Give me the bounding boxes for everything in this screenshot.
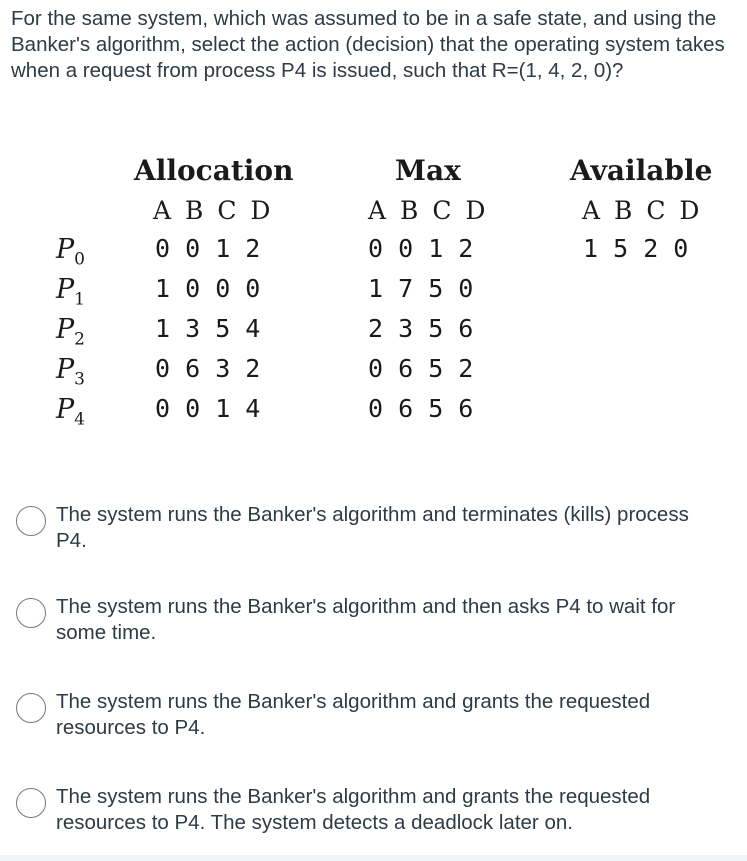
answer-option-2-label: The system runs the Banker's algorithm and then asks P4 to wait for some time.: [56, 595, 676, 644]
allocation-row-p2: 1 3 5 4: [155, 314, 261, 343]
process-label-p0: $P_0$: [56, 234, 85, 270]
allocation-row-p3: 0 6 3 2: [155, 354, 261, 383]
answer-option-3-label: The system runs the Banker's algorithm and grants the requested resources to P4.: [56, 690, 651, 739]
allocation-header: Allocation: [134, 154, 294, 187]
max-row-p4: 0 6 5 6: [368, 394, 474, 423]
answer-option-4-label: The system runs the Banker's algorithm and grants the requested resources to P4. The system detects a deadlock later on.: [56, 785, 651, 834]
available-columns: A B C D: [582, 196, 700, 225]
max-row-p3: 0 6 5 2: [368, 354, 474, 383]
question-text: For the same system, which was assumed to be in a safe state, and using the Banker's algorithm, select the action (decision) that the operating system takes when a request from process P4 is issued, such that R=(1, 4, 2, 0)?: [11, 7, 725, 82]
process-label-p4: $P_4$: [56, 394, 85, 430]
allocation-row-p1: 1 0 0 0: [155, 274, 261, 303]
answer-option-1-label: The system runs the Banker's algorithm and terminates (kills) process P4.: [56, 503, 689, 552]
radio-button-4[interactable]: [16, 788, 46, 818]
footer-divider: [0, 855, 747, 861]
allocation-row-p0: 0 0 1 2: [155, 234, 261, 263]
process-label-p2: $P_2$: [56, 314, 85, 350]
process-label-p1: $P_1$: [56, 274, 85, 310]
radio-button-2[interactable]: [16, 598, 46, 628]
max-columns: A B C D: [368, 196, 486, 225]
available-row: 1 5 2 0: [583, 234, 689, 263]
max-header: Max: [395, 154, 461, 187]
max-row-p1: 1 7 5 0: [368, 274, 474, 303]
radio-button-1[interactable]: [16, 506, 46, 536]
process-label-p3: $P_3$: [56, 354, 85, 390]
radio-button-3[interactable]: [16, 693, 46, 723]
resource-matrix: [0, 150, 747, 430]
allocation-columns: A B C D: [153, 196, 271, 225]
max-row-p2: 2 3 5 6: [368, 314, 474, 343]
allocation-row-p4: 0 0 1 4: [155, 394, 261, 423]
available-header: Available: [570, 154, 713, 187]
max-row-p0: 0 0 1 2: [368, 234, 474, 263]
